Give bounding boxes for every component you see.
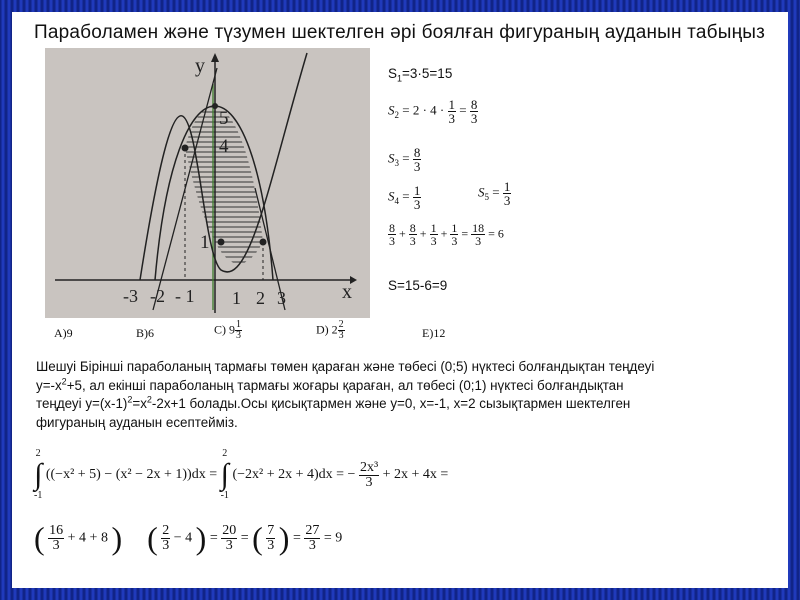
option-c: C) 9 $\frac{1}{3}$: [214, 319, 241, 341]
y-label-1: 1: [200, 232, 210, 253]
slide: [12, 12, 788, 588]
sum-frac-3: $\frac{1}{3}$: [430, 221, 437, 248]
integral-line: [34, 448, 448, 502]
result-line: ( $\frac{16}{3}$ + 4 + 8 ) ( $\frac{2}{3}$ − 4 ) = $\frac{20}{3}$ = ( $\frac{7}{3}$ ) = $\frac{27}{3}$ = 9: [34, 520, 343, 556]
s2-frac2: $\frac{8}{3}$: [470, 97, 478, 126]
option-d: D) 2 $\frac{2}{3}$: [316, 319, 344, 341]
y-label: y: [195, 55, 205, 77]
x-label: x: [342, 281, 352, 303]
x-tick-neg2: -2: [150, 286, 165, 306]
y-label-4: 4: [219, 136, 229, 157]
s4-line: $S_4$ = $\frac{1}{3}$: [388, 183, 421, 212]
integral-2: 2 ∫ -1: [220, 448, 229, 501]
option-e: E)12: [422, 326, 446, 340]
x-tick-2: 2: [256, 288, 265, 308]
s4-frac: $\frac{1}{3}$: [413, 183, 421, 212]
sum-line: $\frac{8}{3}$ + $\frac{8}{3}$ + $\frac{1}{3}$ + $\frac{1}{3}$ = $\frac{18}{3}$ = 6: [389, 221, 504, 248]
point-c: [260, 239, 267, 246]
option-c-frac: $\frac{1}{3}$: [236, 319, 241, 341]
s1-line: $S_1=3\cdot 5=15$: [388, 66, 453, 84]
point-top: [212, 103, 218, 109]
graph-svg: [45, 48, 370, 318]
integral-frac: $\frac{\text{2x³}}{3}$: [359, 459, 379, 490]
option-b: B)6: [136, 326, 154, 340]
answer-options: [54, 318, 494, 348]
s-total: S=15-6=9: [388, 278, 448, 293]
point-b: [218, 239, 225, 246]
sum-frac-2: $\frac{8}{3}$: [409, 221, 416, 248]
result-frac-1: $\frac{16}{3}$: [49, 523, 64, 553]
s2-frac1: $\frac{1}{3}$: [448, 97, 455, 126]
option-a: A)9: [54, 326, 73, 340]
sum-frac-4: $\frac{1}{3}$: [451, 221, 458, 248]
s3-frac: $\frac{8}{3}$: [413, 145, 421, 174]
solution-line-3: теңдеуі $y=(x-1)^2=x^2-2x+1$ болады.Осы қисықтармен және y=0, x=-1, x=2 сызықтармен шектелген: [36, 394, 631, 412]
y-label-5: 5: [219, 108, 229, 129]
solution-line-1: Шешуі Бірінші параболаның тармағы төмен қараған және төбесі (0;5) нүктесі болғандықтан теңдеуі: [36, 359, 655, 374]
option-d-frac: $\frac{2}{3}$: [338, 319, 344, 341]
solution-line-2: $y=-x^2+5$, ал екінші параболаның тармағы жоғары қараған, ал төбесі (0;1) нүктесі болғандықтан: [36, 376, 624, 393]
s5-frac: $\frac{1}{3}$: [503, 179, 511, 208]
result-frac-3: $\frac{20}{3}$: [222, 523, 237, 553]
s3-line: $S_3$ = $\frac{8}{3}$: [388, 145, 421, 174]
integral-body-2: (−2x² + 2x + 4)dx = −: [232, 467, 356, 483]
x-tick-1: 1: [232, 288, 241, 308]
integral-1: 2 ∫ -1: [34, 448, 43, 501]
solution-line-4: фигураның ауданын есептейміз.: [36, 414, 238, 430]
s2-line: $S_2 = 2 \cdot 4$ · $\frac{1}{3}$ = $\frac{8}{3}$: [388, 97, 478, 126]
point-a: [182, 145, 189, 152]
sum-frac-5: $\frac{18}{3}$: [472, 221, 485, 248]
integral-body-1: ((−x² + 5) − (x² − 2x + 1))dx =: [45, 467, 218, 483]
result-frac-4: $\frac{7}{3}$: [267, 523, 275, 553]
x-tick-neg3: -3: [123, 286, 138, 306]
sum-frac-1: $\frac{8}{3}$: [389, 221, 395, 248]
result-frac-5: $\frac{27}{3}$: [305, 523, 320, 553]
solution-text: [36, 358, 776, 432]
integral-tail: + 2x + 4x =: [382, 467, 449, 483]
x-tick-neg1: - 1: [175, 286, 195, 306]
s5-line: $S_5$ = $\frac{1}{3}$: [478, 179, 511, 208]
graph-image: [45, 48, 370, 318]
result-frac-2: $\frac{2}{3}$: [162, 523, 170, 553]
x-tick-3: 3: [277, 288, 286, 308]
slide-title: Параболамен және түзумен шектелген әрі боялған фигураның ауданын табыңыз: [34, 22, 766, 43]
